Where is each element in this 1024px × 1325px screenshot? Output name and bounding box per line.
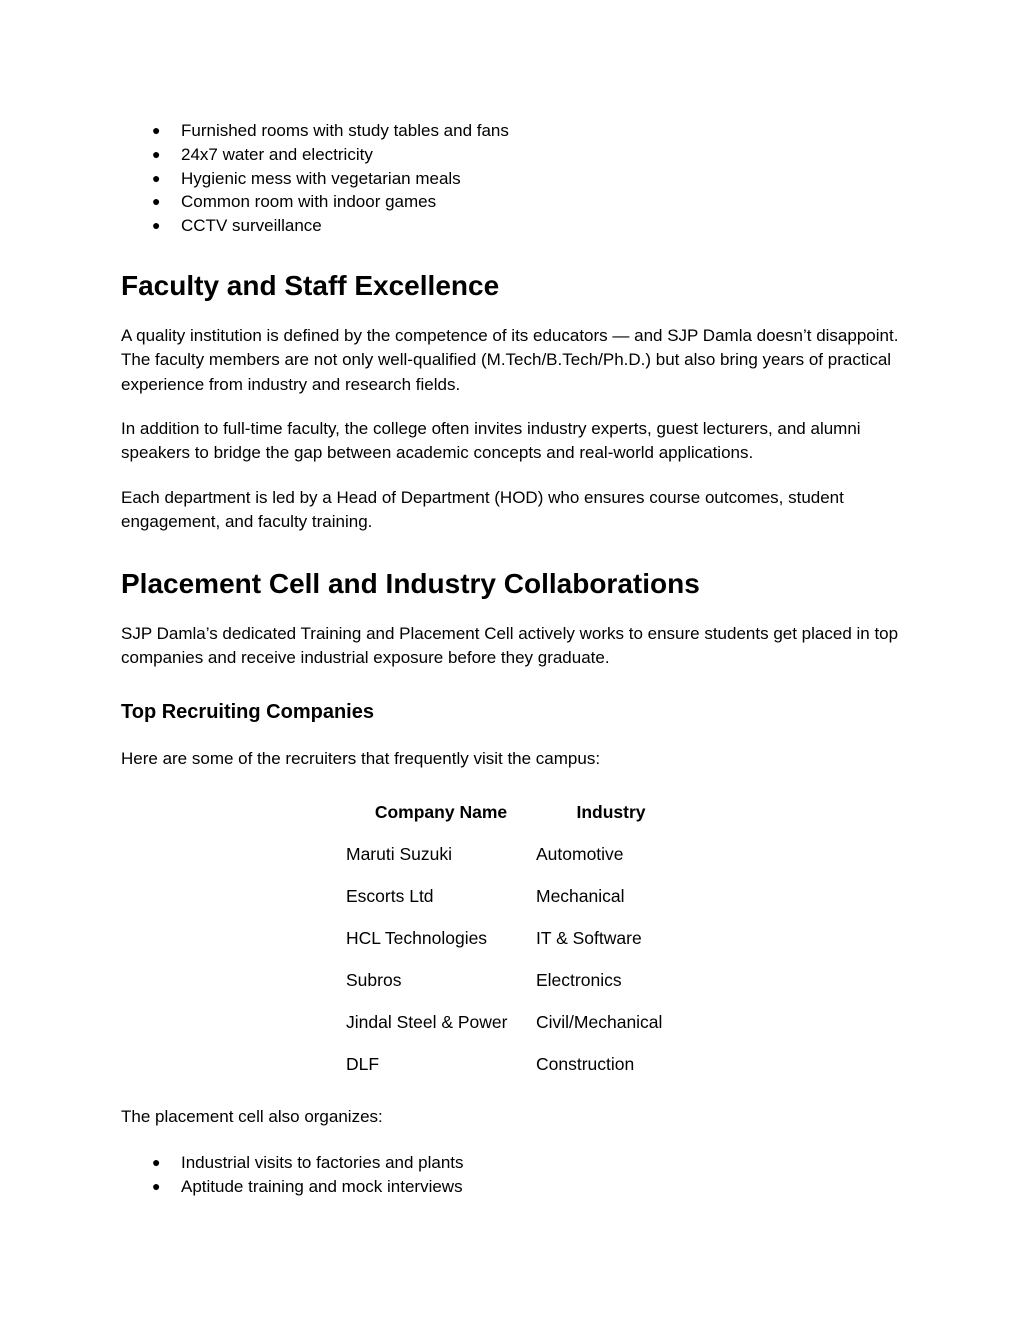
list-item: ● Aptitude training and mock interviews [121, 1175, 464, 1199]
industry-cell: Construction [536, 1053, 635, 1074]
bullet-icon: ● [152, 122, 161, 138]
bullet-icon: ● [152, 1177, 161, 1194]
company-cell: Subros [346, 969, 402, 990]
bullet-icon: ● [152, 145, 161, 162]
company-cell: HCL Technologies [346, 927, 488, 948]
recruiters-table [346, 791, 686, 1085]
bullet-icon: ● [152, 217, 161, 234]
header-industry: Industry [576, 801, 646, 822]
list-item: ● Industrial visits to factories and plants [121, 1151, 464, 1175]
bullet-icon: ● [152, 193, 161, 210]
organizes-list [121, 1151, 464, 1199]
organizes-intro: The placement cell also organizes: [121, 1107, 383, 1126]
recruiters-subheading: Top Recruiting Companies [121, 701, 374, 723]
table-intro: Here are some of the recruiters that frequently visit the campus: [121, 749, 601, 768]
company-cell: Jindal Steel & Power [346, 1011, 508, 1032]
list-item: ● Hygienic mess with vegetarian meals [121, 167, 509, 191]
bullet-icon: ● [152, 1154, 161, 1170]
company-cell: DLF [346, 1053, 380, 1074]
list-item: ● CCTV surveillance [121, 214, 509, 238]
placement-intro: SJP Damla’s dedicated Training and Placement Cell actively works to ensure students get placed in top companies and receive industrial exposure before they graduate. [121, 624, 899, 668]
industry-cell: Automotive [536, 843, 624, 864]
faculty-heading: Faculty and Staff Excellence [121, 270, 500, 301]
table-row [346, 917, 686, 959]
table-row [346, 1001, 686, 1043]
table-header-row [346, 791, 686, 833]
table-row [346, 959, 686, 1001]
faculty-paragraph-1: A quality institution is defined by the competence of its educators — and SJP Damla doesn’t disappoint. The faculty members are not only well-qualified (M.Tech/B.Tech/Ph.D.) but also bring years of practical experience from industry and research fields. [121, 326, 899, 394]
industry-cell: Mechanical [536, 885, 625, 906]
table-row [346, 1043, 686, 1085]
list-item: ● Common room with indoor games [121, 190, 509, 214]
list-item: ● Furnished rooms with study tables and fans [121, 119, 509, 143]
header-company-name: Company Name [374, 801, 508, 822]
industry-cell: Electronics [536, 969, 622, 990]
table-row [346, 875, 686, 917]
company-cell: Maruti Suzuki [346, 843, 453, 864]
bullet-icon: ● [152, 169, 161, 186]
table-row [346, 833, 686, 875]
amenities-list [121, 119, 509, 238]
company-cell: Escorts Ltd [346, 885, 434, 906]
faculty-paragraph-2: In addition to full-time faculty, the college often invites industry experts, guest lecturers, and alumni speakers to bridge the gap between academic concepts and real-world applications. [121, 419, 861, 463]
industry-cell: Civil/Mechanical [536, 1011, 663, 1032]
placement-heading: Placement Cell and Industry Collaborations [121, 568, 700, 599]
industry-cell: IT & Software [536, 927, 642, 948]
faculty-paragraph-3: Each department is led by a Head of Department (HOD) who ensures course outcomes, student engagement, and faculty training. [121, 488, 844, 532]
list-item: ● 24x7 water and electricity [121, 143, 509, 167]
